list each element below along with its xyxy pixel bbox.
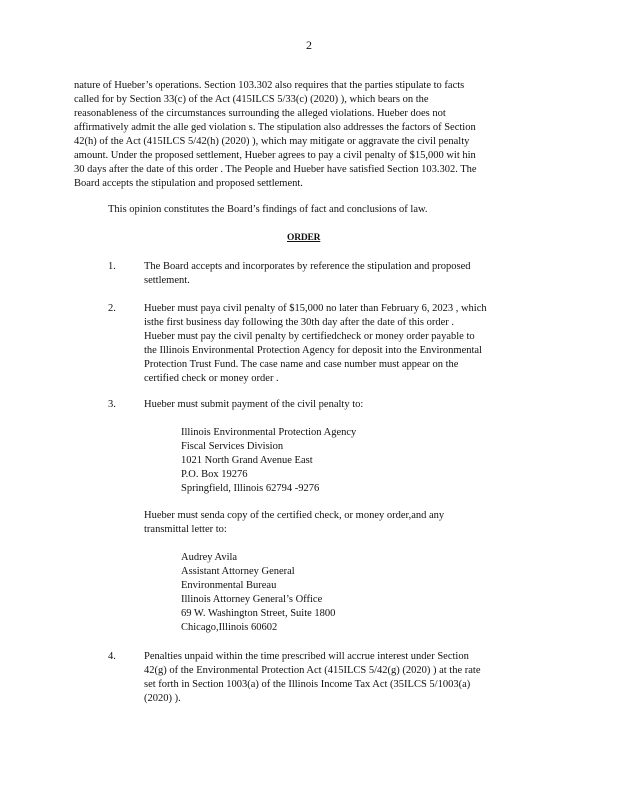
item-line: the Illinois Environmental Protection Agency for deposit into the Environmental	[144, 345, 482, 356]
item-line: isthe first business day following the 30th day after the date of this order .	[144, 317, 454, 328]
intro-paragraph	[74, 79, 534, 191]
item-number: 1.	[108, 261, 116, 272]
address-line: Assistant Attorney General	[181, 566, 295, 577]
item-line: Hueber must pay the civil penalty by certifiedcheck or money order payable to	[144, 331, 475, 342]
address-line: Springfield, Illinois 62794 -9276	[181, 483, 320, 494]
address-line: Illinois Environmental Protection Agency	[181, 427, 357, 438]
address-line: Fiscal Services Division	[181, 441, 284, 452]
payment-address	[181, 426, 356, 496]
address-line: Chicago,Illinois 60602	[181, 622, 278, 633]
paragraph-line: amount. Under the proposed settlement, Hueber agrees to pay a civil penalty of $15,000 wit hin	[74, 150, 476, 161]
item-line: Protection Trust Fund. The case name and case number must appear on the	[144, 359, 459, 370]
item-number: 4.	[108, 651, 116, 662]
item-line: Hueber must submit payment of the civil penalty to:	[144, 399, 364, 410]
paragraph-line: 30 days after the date of this order . The People and Hueber have satisfied Section 103.302. The	[74, 164, 477, 175]
paragraph-line: Board accepts the stipulation and proposed settlement.	[74, 178, 303, 189]
paragraph-line: nature of Hueber’s operations. Section 103.302 also requires that the parties stipulate to facts	[74, 80, 465, 91]
item-text	[144, 302, 534, 386]
item-line: 42(g) of the Environmental Protection Act (415ILCS 5/42(g) (2020) ) at the rate	[144, 665, 481, 676]
address-line: Audrey Avila	[181, 552, 238, 563]
item-text	[144, 650, 534, 706]
item-line: settlement.	[144, 275, 190, 286]
item-number: 3.	[108, 399, 116, 410]
paragraph-line: reasonableness of the circumstances surrounding the alleged violations. Hueber does not	[74, 108, 446, 119]
address-line: Environmental Bureau	[181, 580, 277, 591]
instruction-line: Hueber must senda copy of the certified check, or money order,and any	[144, 510, 445, 521]
instruction-line: transmittal letter to:	[144, 524, 227, 535]
item-line: (2020) ).	[144, 693, 181, 704]
item-line: The Board accepts and incorporates by reference the stipulation and proposed	[144, 261, 471, 272]
paragraph-line: called for by Section 33(c) of the Act (415ILCS 5/33(c) (2020) ), which bears on the	[74, 94, 429, 105]
copy-instruction	[144, 509, 514, 537]
paragraph-line: 42(h) of the Act (415ILCS 5/42(h) (2020) ), which may mitigate or aggravate the civil penalty	[74, 136, 470, 147]
order-heading: ORDER	[287, 233, 321, 243]
copy-address	[181, 551, 335, 635]
address-line: 1021 North Grand Avenue East	[181, 455, 313, 466]
item-line: set forth in Section 1003(a) of the Illinois Income Tax Act (35ILCS 5/1003(a)	[144, 679, 471, 690]
item-number: 2.	[108, 303, 116, 314]
address-line: Illinois Attorney General’s Office	[181, 594, 323, 605]
address-line: P.O. Box 19276	[181, 469, 248, 480]
item-line: certified check or money order .	[144, 373, 279, 384]
page-number: 2	[306, 38, 312, 52]
item-text	[144, 260, 534, 288]
opinion-statement: This opinion constitutes the Board’s findings of fact and conclusions of law.	[108, 204, 428, 215]
item-text	[144, 398, 534, 412]
paragraph-line: affirmatively admit the alle ged violation s. The stipulation also addresses the factors of Section	[74, 122, 476, 133]
item-line: Hueber must paya civil penalty of $15,000 no later than February 6, 2023 , which	[144, 303, 487, 314]
item-line: Penalties unpaid within the time prescribed will accrue interest under Section	[144, 651, 469, 662]
address-line: 69 W. Washington Street, Suite 1800	[181, 608, 336, 619]
